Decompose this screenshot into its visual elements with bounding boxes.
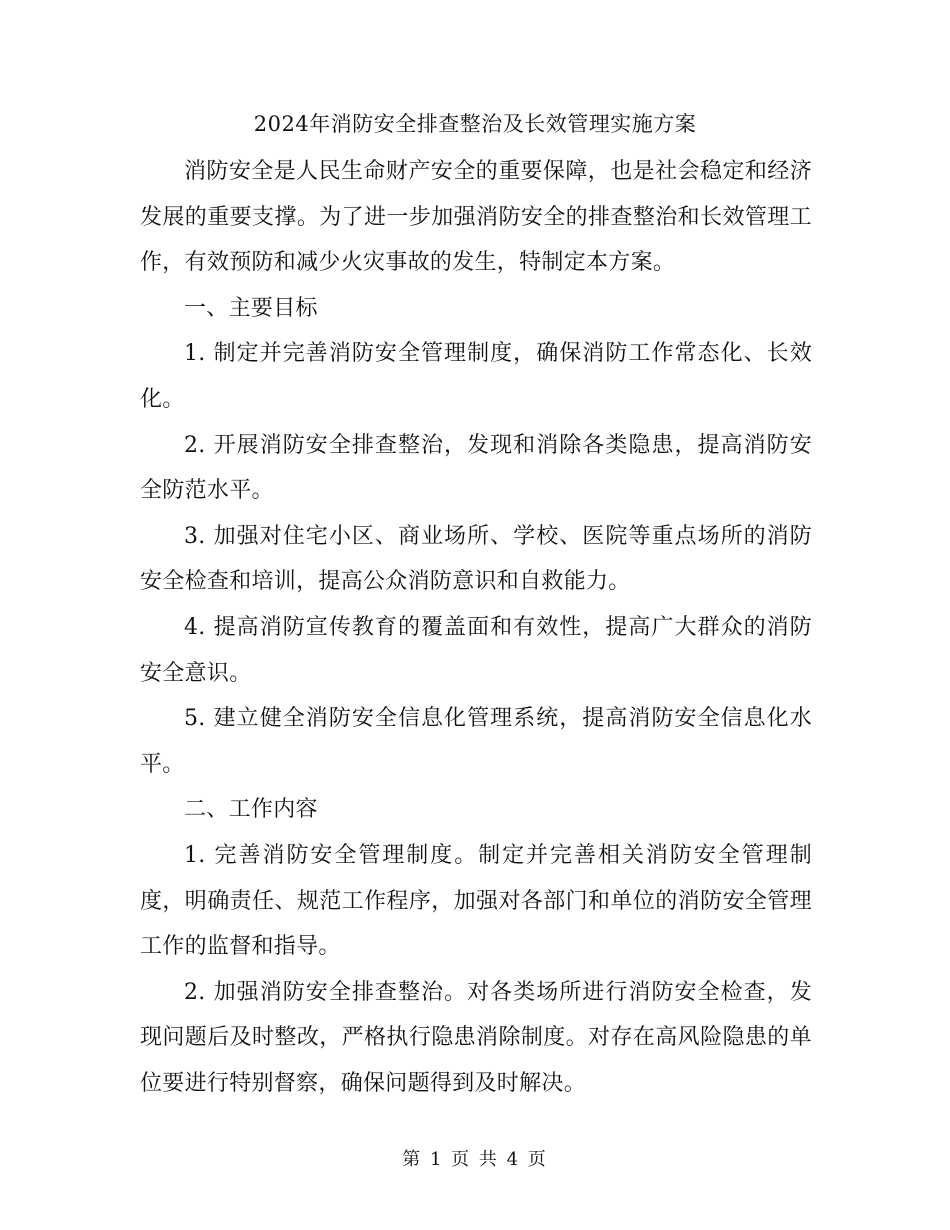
work-item-2: 2. 加强消防安全排查整治。对各类场所进行消防安全检查，发现问题后及时整改，严格执行隐患消除制度。对存在高风险隐患的单位要进行特别督察，确保问题得到及时解决。 [140, 979, 812, 1096]
section-heading-goals: 一、主要目标 [184, 295, 318, 321]
document-title: 2024年消防安全排查整治及长效管理实施方案 [253, 112, 697, 136]
intro-paragraph: 消防安全是人民生命财产安全的重要保障，也是社会稳定和经济发展的重要支撑。为了进一步加强消防安全的排查整治和长效管理工作，有效预防和减少火灾事故的发生，特制定本方案。 [140, 159, 812, 276]
goal-item-4: 4. 提高消防宣传教育的覆盖面和有效性，提高广大群众的消防安全意识。 [140, 614, 812, 686]
work-item-1: 1. 完善消防安全管理制度。制定并完善相关消防安全管理制度，明确责任、规范工作程序，加强对各部门和单位的消防安全管理工作的监督和指导。 [140, 842, 812, 960]
page-footer: 第 1 页 共 4 页 [402, 1149, 548, 1170]
goal-item-2: 2. 开展消防安全排查整治，发现和消除各类隐患，提高消防安全防范水平。 [140, 432, 812, 504]
goal-item-1: 1. 制定并完善消防安全管理制度，确保消防工作常态化、长效化。 [140, 341, 812, 412]
goal-item-5: 5. 建立健全消防安全信息化管理系统，提高消防安全信息化水平。 [140, 706, 812, 777]
goal-item-3: 3. 加强对住宅小区、商业场所、学校、医院等重点场所的消防安全检查和培训，提高公众消防意识和自救能力。 [140, 523, 812, 595]
section-heading-work: 二、工作内容 [184, 797, 318, 823]
document-body [140, 149, 812, 1106]
